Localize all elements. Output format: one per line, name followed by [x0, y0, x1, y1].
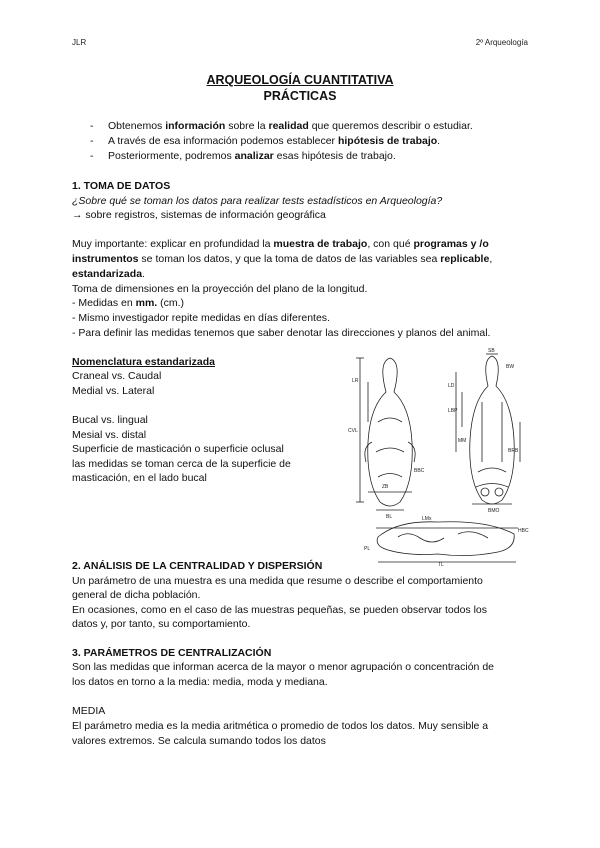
paragraph-line: En ocasiones, como en el caso de las muestras pequeñas, se pueden observar todos los	[72, 604, 488, 616]
figure-label: LBP	[448, 408, 458, 414]
page-subtitle: PRÁCTICAS	[263, 89, 337, 103]
section-heading: 2. ANÁLISIS DE LA CENTRALIDAD Y DISPERSIÓN	[72, 560, 323, 572]
figure-label: HBC	[518, 528, 529, 534]
nomenclature-line: Mesial vs. distal	[72, 429, 147, 441]
figure-label: BBC	[414, 468, 425, 474]
figure-label: BL	[386, 514, 393, 520]
paragraph-line: estandarizada.	[72, 268, 145, 280]
paragraph-line: Toma de dimensiones en la proyección del plano de la longitud.	[72, 283, 368, 295]
nomenclature-line: Superficie de masticación o superficie oclusal	[72, 443, 284, 455]
paragraph-line: - Medidas en mm. (cm.)	[72, 297, 185, 309]
skull-measurement-figure	[348, 348, 530, 568]
nomenclature-line: Craneal vs. Caudal	[72, 370, 162, 382]
section-heading: 3. PARÁMETROS DE CENTRALIZACIÓN	[72, 647, 272, 659]
figure-label: BRB	[508, 448, 519, 454]
subheading-media: MEDIA	[72, 705, 106, 717]
figure-label: BMO	[488, 508, 500, 514]
figure-label: MM	[458, 438, 467, 444]
paragraph-line: Son las medidas que informan acerca de la mayor o menor agrupación o concentración de	[72, 661, 494, 673]
header-right: 2º Arqueología	[475, 38, 528, 47]
nomenclature-line: Bucal vs. lingual	[72, 414, 148, 426]
figure-label: LR	[352, 378, 359, 384]
figure-label: SB	[488, 348, 495, 354]
nomenclature-line: masticación, en el lado bucal	[72, 472, 207, 484]
paragraph-line: Muy importante: explicar en profundidad la muestra de trabajo, con qué programas y /o	[72, 238, 489, 250]
figure-label: CVL	[348, 428, 358, 434]
paragraph-line: valores extremos. Se calcula sumando todos los datos	[72, 735, 326, 747]
page-title: ARQUEOLOGÍA CUANTITATIVA	[206, 73, 394, 87]
paragraph-line: El parámetro media es la media aritmética o promedio de todos los datos. Muy sensible a	[72, 720, 489, 732]
nomenclature-heading: Nomenclatura estandarizada	[72, 356, 215, 368]
figure-label: LMx	[422, 516, 432, 522]
header-left: JLR	[72, 38, 87, 47]
paragraph-line: Un parámetro de una muestra es una medida que resume o describe el comportamiento	[72, 575, 483, 587]
figure-label: ZB	[382, 484, 389, 490]
paragraph-line: datos y, por tanto, su comportamiento.	[72, 618, 251, 630]
question-text: ¿Sobre qué se toman los datos para realizar tests estadísticos en Arqueología?	[72, 195, 443, 207]
paragraph-line: - Mismo investigador repite medidas en días diferentes.	[72, 312, 330, 324]
arrow-text: → sobre registros, sistemas de información geográfica	[72, 209, 326, 221]
section-heading: 1. TOMA DE DATOS	[72, 180, 171, 192]
figure-label: PL	[364, 546, 371, 552]
nomenclature-line: Medial vs. Lateral	[72, 385, 155, 397]
paragraph-line: instrumentos se toman los datos, y que la toma de datos de las variables sea replicable,	[72, 253, 493, 265]
paragraph-line: general de dicha población.	[72, 589, 201, 601]
paragraph-line: los datos en torno a la media: media, moda y mediana.	[72, 676, 328, 688]
paragraph-line: - Para definir las medidas tenemos que saber denotar las direcciones y planos del animal.	[72, 327, 491, 339]
figure-label: LD	[448, 383, 455, 389]
nomenclature-line: las medidas se toman cerca de la superficie de	[72, 458, 291, 470]
figure-label: BW	[506, 364, 515, 370]
figure-label: TL	[438, 562, 444, 568]
